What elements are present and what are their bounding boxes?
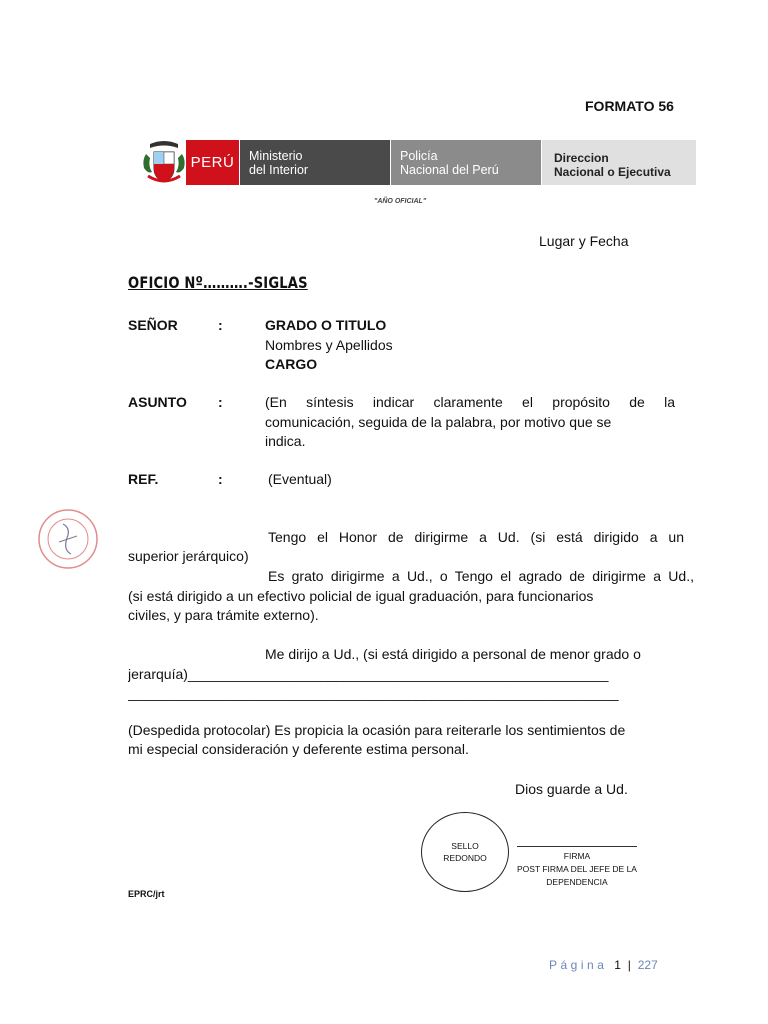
ministerio-line1: Ministerio <box>249 149 303 163</box>
page-footer <box>549 958 658 972</box>
senor-cargo: CARGO <box>265 356 318 372</box>
senor-label: SEÑOR <box>128 317 178 333</box>
p1-line2: superior jerárquico) <box>128 548 249 564</box>
post-firma-line2: DEPENDENCIA <box>546 877 608 887</box>
p1-line1: Tengo el Honor de dirigirme a Ud. (si está dirigido a un <box>268 529 684 545</box>
p3-line2: jerarquía)______________________________________________________ <box>128 666 609 682</box>
asunto-colon: : <box>218 394 223 410</box>
policia-line2: Nacional del Perú <box>400 163 499 177</box>
firma-block <box>511 850 643 889</box>
sello-circle <box>421 812 509 892</box>
senor-grado: GRADO O TITULO <box>265 317 387 333</box>
p3-line3: _______________________________________________________________ <box>128 685 619 701</box>
ref-value: (Eventual) <box>268 471 332 487</box>
policia-block <box>391 140 541 185</box>
p4-line2: mi especial consideración y deferente estima personal. <box>128 741 469 757</box>
ministerio-block <box>240 140 390 185</box>
ref-colon: : <box>218 471 223 487</box>
p3-line1: Me dirijo a Ud., (si está dirigido a personal de menor grado o <box>265 646 641 662</box>
asunto-line2: comunicación, seguida de la palabra, por motivo que se <box>265 414 612 430</box>
initials: EPRC/jrt <box>128 889 165 899</box>
pagina-label: Página <box>549 958 608 972</box>
ministerio-line2: del Interior <box>249 163 309 177</box>
senor-nombres: Nombres y Apellidos <box>265 337 393 353</box>
anio-oficial: "AÑO OFICIAL" <box>374 198 427 205</box>
page-number: 1 <box>614 958 621 972</box>
direccion-block <box>542 140 696 185</box>
firma-label: FIRMA <box>563 851 591 861</box>
formato-label: FORMATO 56 <box>585 98 674 114</box>
asunto-label: ASUNTO <box>128 394 187 410</box>
signature-line <box>517 846 637 847</box>
page-separator: | <box>627 958 631 972</box>
senor-colon: : <box>218 317 223 333</box>
asunto-line1: (En síntesis indicar claramente el propósito de la <box>265 394 675 410</box>
closing-line: Dios guarde a Ud. <box>515 781 628 797</box>
sello-line2: REDONDO <box>443 853 487 863</box>
header-banner <box>140 138 696 187</box>
peru-label: PERÚ <box>186 140 239 185</box>
asunto-line3: indica. <box>265 433 306 449</box>
coat-of-arms-icon <box>142 138 186 187</box>
oficio-number: OFICIO Nº……….-SIGLAS <box>128 273 308 292</box>
ref-label: REF. <box>128 471 159 487</box>
page-total: 227 <box>637 958 658 972</box>
p4-line1: (Despedida protocolar) Es propicia la ocasión para reiterarle los sentimientos de <box>128 722 626 738</box>
policia-line1: Policía <box>400 149 438 163</box>
post-firma-line1: POST FIRMA DEL JEFE DE LA <box>517 864 637 874</box>
direccion-line2: Nacional o Ejecutiva <box>554 165 671 179</box>
lugar-fecha: Lugar y Fecha <box>539 233 629 249</box>
p2-line3: civiles, y para trámite externo). <box>128 607 319 623</box>
direccion-line1: Direccion <box>554 151 609 165</box>
sello-line1: SELLO <box>451 841 479 851</box>
p2-line1: Es grato dirigirme a Ud., o Tengo el agrado de dirigirme a Ud., <box>268 568 694 584</box>
p2-line2: (si está dirigido a un efectivo policial de igual graduación, para funcionarios <box>128 588 594 604</box>
police-stamp-icon <box>37 508 99 570</box>
